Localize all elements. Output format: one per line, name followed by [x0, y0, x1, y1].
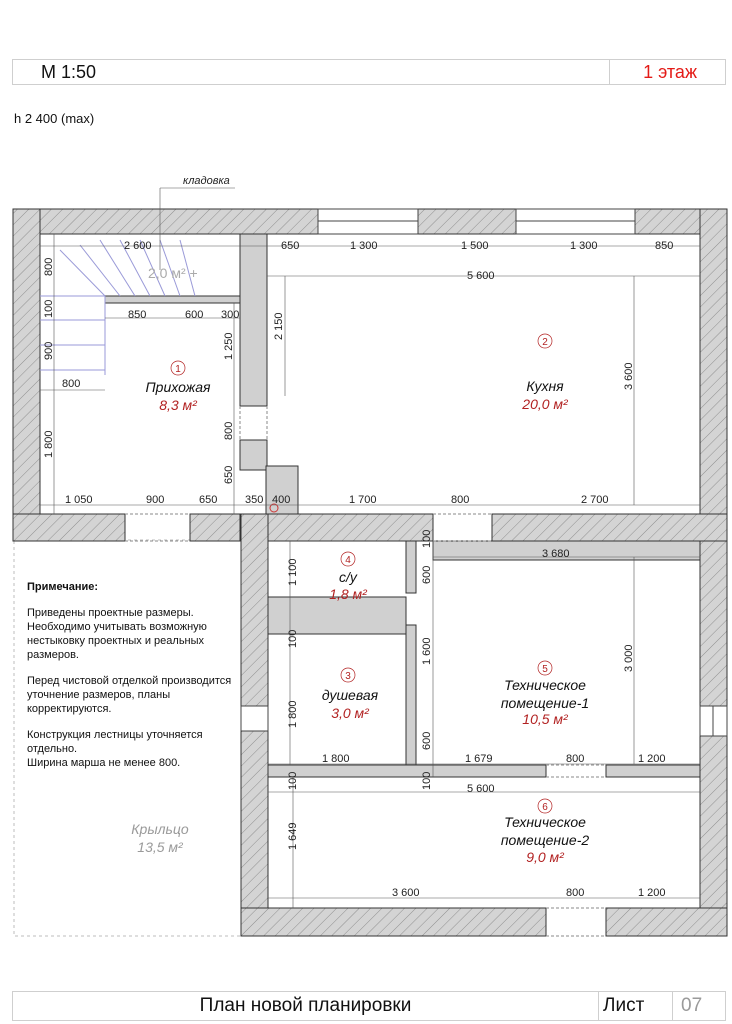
porch-label — [131, 821, 189, 855]
dim-bottom-6: 1 700 — [349, 494, 377, 506]
room-5-name-line2: помещение-1 — [500, 695, 590, 711]
partition-chimney — [266, 466, 298, 514]
footer-divider-1 — [598, 992, 599, 1020]
wall-right-lower — [700, 736, 727, 935]
partition-tech-row-right — [606, 765, 700, 777]
dim-top-6: 850 — [655, 240, 674, 252]
room-4-area: 1,8 м² — [329, 586, 367, 602]
dim-wc-2: 100 — [287, 629, 299, 648]
dim-wc-4: 100 — [287, 771, 299, 790]
room-5-name-line1: Техническое — [504, 677, 586, 693]
dim-left-2: 100 — [43, 299, 55, 318]
wall-right-upper — [700, 209, 727, 706]
room-6-area: 9,0 м² — [526, 849, 564, 865]
wall-bottom-right — [606, 908, 727, 936]
dim-top-4: 1 500 — [461, 240, 489, 252]
room-shower-label — [322, 668, 379, 721]
room-5-area: 10,5 м² — [522, 711, 568, 727]
dim-midv-4: 100 — [421, 771, 433, 790]
dim-mid-1: 1 800 — [322, 753, 350, 765]
note-paragraph-3: Конструкция лестницы уточняется отдельно. — [27, 729, 203, 755]
dim-left-3: 900 — [43, 341, 55, 360]
dim-mid-4: 1 200 — [638, 753, 666, 765]
partition-hall-kitchen-upper — [240, 234, 267, 406]
note-paragraph-4: Ширина марша не менее 800. — [27, 757, 181, 769]
dim-hall-row-1: 850 — [128, 309, 147, 321]
room-2-area: 20,0 м² — [522, 396, 568, 412]
dim-low-2: 800 — [566, 887, 585, 899]
stair-outline — [40, 240, 195, 375]
note-title: Примечание: — [27, 581, 99, 593]
dim-bottom-5: 400 — [272, 494, 291, 506]
dim-bottom-7: 800 — [451, 494, 470, 506]
sheet-number: 07 — [681, 995, 703, 1016]
title-block-footer — [12, 991, 726, 1021]
room-kitchen-label — [521, 334, 569, 412]
note-block — [27, 580, 242, 782]
room-4-number: 4 — [345, 555, 351, 566]
partition-wc-right — [406, 541, 416, 593]
room-tech2-label — [501, 799, 590, 865]
room-1-number: 1 — [175, 364, 181, 375]
wall-left — [13, 209, 40, 541]
note-paragraph-1: Приведены проектные размеры. Необходимо учитывать возможную нестыковку проектных и реальных размеров. — [27, 607, 207, 661]
wall-hall-bottom-left — [13, 514, 125, 541]
ceiling-height-note: h 2 400 (max) — [14, 111, 95, 126]
window-porch — [241, 706, 268, 731]
partition-wc-shower — [268, 597, 406, 634]
dim-midv-3: 600 — [421, 731, 433, 750]
dim-top-3: 1 300 — [350, 240, 378, 252]
dim-kitchen-width: 5 600 — [467, 270, 495, 282]
dim-left-4: 1 800 — [43, 430, 55, 458]
storage-label: кладовка — [183, 175, 230, 187]
partition-hall-kitchen-lower — [240, 440, 267, 470]
dim-hall-row-3: 300 — [221, 309, 240, 321]
storage-area: 2,0 м² + — [148, 265, 198, 281]
wall-top-left — [13, 209, 318, 234]
dim-wc-3: 1 800 — [287, 700, 299, 728]
dim-wc-1: 1 100 — [287, 558, 299, 586]
wall-hall-bottom-right — [190, 514, 240, 541]
dim-bottom-2: 900 — [146, 494, 165, 506]
dim-hallr-3: 650 — [223, 465, 235, 484]
dim-left-1: 800 — [43, 257, 55, 276]
dim-midv-1: 100 — [421, 529, 433, 548]
dim-bottom-8: 2 700 — [581, 494, 609, 506]
dim-kitchen-v2: 3 600 — [623, 362, 635, 390]
room-tech1-label — [501, 661, 589, 727]
dimension-texts — [62, 240, 673, 899]
sheet-label: Лист — [603, 995, 645, 1016]
dim-top-1: 2 600 — [124, 240, 152, 252]
dim-low-3: 1 200 — [638, 887, 666, 899]
room-5-number: 5 — [542, 664, 548, 675]
room-6-name-line2: помещение-2 — [500, 832, 590, 848]
wall-lower-left-upper — [241, 514, 268, 706]
room-2-number: 2 — [542, 337, 548, 348]
floor-label: 1 этаж — [643, 62, 697, 82]
dim-mid-3: 800 — [566, 753, 585, 765]
dim-midv-2: 600 — [421, 565, 433, 584]
footer-divider-2 — [672, 992, 673, 1020]
room-3-number: 3 — [345, 671, 351, 682]
room-3-name: душевая — [321, 687, 379, 703]
dim-tech1-width: 3 680 — [542, 548, 570, 560]
wall-mid-horizontal-right — [492, 514, 727, 541]
dim-low-1: 3 600 — [392, 887, 420, 899]
wall-bottom-left — [241, 908, 546, 936]
dim-stair-800: 800 — [62, 378, 81, 390]
room-3-area: 3,0 м² — [331, 705, 369, 721]
partition-tech-row — [268, 765, 546, 777]
dim-hall-row-2: 600 — [185, 309, 204, 321]
note-paragraph-2: Перед чистовой отделкой производится уточнение размеров, планы корректируются. — [27, 675, 232, 715]
dim-bottom-3: 650 — [199, 494, 218, 506]
room-1-name: Прихожая — [145, 379, 211, 395]
room-6-number: 6 — [542, 802, 548, 813]
dim-top-5: 1 300 — [570, 240, 598, 252]
dim-tech1-v2: 1 600 — [421, 637, 433, 665]
room-1-area: 8,3 м² — [159, 397, 197, 413]
dim-hallr-2: 800 — [223, 421, 235, 440]
room-2-name: Кухня — [526, 378, 564, 394]
dim-mid-2: 1 679 — [465, 753, 493, 765]
room-4-name: с/у — [339, 569, 357, 585]
dim-tech1-v1: 3 000 — [623, 644, 635, 672]
wall-mid-horizontal-left — [268, 514, 433, 541]
plan-title: План новой планировки — [199, 995, 412, 1016]
room-hall-label — [146, 361, 211, 413]
dim-hallr-1: 1 250 — [223, 332, 235, 360]
partition-wc-right-lower — [406, 625, 416, 771]
room-wc-label — [329, 552, 368, 602]
dim-bottom-1: 1 050 — [65, 494, 93, 506]
scale-label: М 1:50 — [41, 62, 97, 82]
room-6-name-line1: Техническое — [504, 814, 586, 830]
dim-bottom-4: 350 — [245, 494, 264, 506]
dim-top-2: 650 — [281, 240, 300, 252]
dimension-lines — [40, 234, 700, 908]
dim-tech2-v: 1 649 — [287, 822, 299, 850]
windows — [241, 209, 727, 736]
porch-name: Крыльцо — [131, 821, 189, 837]
dim-kitchen-v1: 2 150 — [273, 312, 285, 340]
dim-tech2-width: 5 600 — [467, 783, 495, 795]
porch-area: 13,5 м² — [137, 839, 183, 855]
wall-lower-left-lower — [241, 731, 268, 936]
wall-top-mid — [418, 209, 516, 234]
partition-storage — [105, 296, 240, 303]
